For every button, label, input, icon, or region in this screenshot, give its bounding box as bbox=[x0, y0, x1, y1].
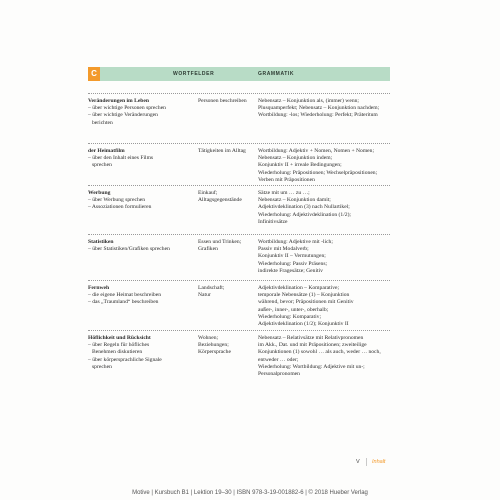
lesson-title: Statistiken bbox=[88, 239, 114, 245]
lesson-title: Werbung bbox=[88, 190, 111, 196]
lesson-goal: – über Statistiken/Grafiken sprechen bbox=[88, 246, 170, 253]
grammatik-item: Wortbildung: Adjektiv + Nomen, Nomen + Nomen; bbox=[258, 148, 375, 154]
wortfeld-item: Tätigkeiten im Alltag bbox=[198, 148, 246, 154]
grammatik-item: Adjektivdeklination (3) nach Nullartikel; bbox=[258, 204, 350, 211]
lesson-goal: – über Werbung sprechen bbox=[88, 197, 146, 204]
wortfelder-column bbox=[198, 285, 258, 299]
wortfelder-column bbox=[198, 239, 258, 253]
lesson-goal: – über wichtige Veränderungen berichten bbox=[88, 112, 158, 126]
footer-divider bbox=[366, 458, 367, 466]
lesson-goal: – über wichtige Personen sprechen bbox=[88, 105, 166, 112]
row-divider bbox=[88, 185, 390, 186]
lesson-goal: – die eigene Heimat beschreiben bbox=[88, 292, 161, 299]
column-header-wortfelder: WORTFELDER bbox=[173, 71, 215, 77]
grammatik-item: Wiederholung: Wortbildung: Adjektive mit un-; bbox=[258, 363, 365, 370]
wortfeld-item: Einkauf; bbox=[198, 190, 218, 196]
grammatik-column bbox=[258, 239, 392, 275]
table-header bbox=[88, 67, 390, 81]
grammatik-item: Nebensatz – Konjunktion als, (immer) wenn; bbox=[258, 98, 359, 104]
wortfeld-item: Beziehungen; bbox=[198, 342, 229, 349]
topic-column bbox=[88, 335, 170, 371]
page-number: V bbox=[356, 459, 360, 465]
grammatik-item: Infinitivsätze bbox=[258, 218, 288, 225]
topic-column bbox=[88, 285, 170, 307]
credit-line: Motive | Kursbuch B1 | Lektion 19–30 | ISBN 978-3-19-001882-6 | © 2018 Hueber Verlag bbox=[132, 490, 368, 496]
lesson-goal: – über Regeln für höfliches Benehmen diskutieren bbox=[88, 342, 150, 356]
grammatik-item: Sätze mit um … zu …; bbox=[258, 190, 310, 196]
grammatik-column bbox=[258, 285, 392, 328]
wortfeld-item: Alltagsgegenstände bbox=[198, 197, 242, 204]
section-letter-badge: C bbox=[88, 67, 100, 81]
grammatik-item: außer-, inner-, unter-, oberhalb; bbox=[258, 306, 329, 313]
lesson-goal: – Assoziationen formulieren bbox=[88, 204, 152, 211]
lesson-goal: – das „Traumland“ beschreiben bbox=[88, 299, 159, 306]
topic-column bbox=[88, 190, 170, 212]
row-divider bbox=[88, 143, 390, 144]
row-divider bbox=[88, 234, 390, 235]
grammatik-column bbox=[258, 98, 392, 120]
row-divider bbox=[88, 93, 390, 94]
grammatik-item: Nebensatz – Relativsätze mit Relativpronomen bbox=[258, 335, 364, 341]
grammatik-item: Konjunktiv II + irreale Bedingungen; bbox=[258, 162, 342, 169]
row-divider bbox=[88, 280, 390, 281]
topic-column bbox=[88, 98, 170, 127]
wortfelder-column bbox=[198, 148, 258, 155]
grammatik-item: Konjunktionen (1) sowohl … als auch, weder … noch, bbox=[258, 349, 381, 356]
wortfeld-item: Landschaft; bbox=[198, 285, 225, 291]
grammatik-item: Adjektivdeklination (1/2); Konjunktiv II bbox=[258, 321, 349, 328]
grammatik-item: Personalpronomen bbox=[258, 371, 300, 378]
row-divider bbox=[88, 330, 390, 331]
grammatik-item: Wortbildung: -los; Wiederholung: Perfekt; Präteritum bbox=[258, 112, 378, 119]
grammatik-item: Wiederholung: Präpositionen; Wechselpräpositionen; bbox=[258, 169, 378, 176]
wortfelder-column bbox=[198, 335, 258, 357]
grammatik-column bbox=[258, 148, 392, 184]
grammatik-item: Konjunktiv II – Vermutungen; bbox=[258, 253, 326, 260]
grammatik-item: Wortbildung: Adjektive mit -lich; bbox=[258, 239, 333, 245]
topic-column bbox=[88, 239, 170, 253]
wortfeld-item: Natur bbox=[198, 292, 211, 299]
wortfeld-item: Essen und Trinken; bbox=[198, 239, 242, 245]
wortfeld-item: Körpersprache bbox=[198, 349, 231, 356]
lesson-title: Höflichkeit und Rücksicht bbox=[88, 335, 151, 341]
grammatik-item: Nebensatz – Konjunktion damit; bbox=[258, 197, 331, 204]
wortfelder-column bbox=[198, 190, 258, 204]
lesson-title: Veränderungen im Leben bbox=[88, 98, 150, 104]
grammatik-item: temporale Nebensätze (1) – Konjunktion bbox=[258, 292, 350, 299]
grammatik-item: während, bevor; Präpositionen mit Genitiv bbox=[258, 299, 354, 306]
wortfeld-item: Personen beschreiben bbox=[198, 98, 247, 104]
topic-column bbox=[88, 148, 170, 170]
grammatik-item: Nebensatz – Konjunktion indem; bbox=[258, 155, 333, 162]
lesson-goal: – über körpersprachliche Signale sprechen bbox=[88, 356, 162, 370]
grammatik-column bbox=[258, 335, 392, 378]
section-label: Inhalt bbox=[372, 459, 386, 465]
grammatik-item: im Akk., Dat. und mit Präpositionen; zweiteilige bbox=[258, 342, 367, 349]
wortfeld-item: Grafiken bbox=[198, 246, 218, 253]
grammatik-column bbox=[258, 190, 392, 226]
grammatik-item: Passiv mit Modalverb; bbox=[258, 246, 309, 253]
lesson-title: der Heimatfilm bbox=[88, 148, 125, 154]
grammatik-item: Adjektivdeklination – Komparative; bbox=[258, 285, 340, 291]
grammatik-item: Wiederholung: Komparativ; bbox=[258, 313, 321, 320]
grammatik-item: Wiederholung: Adjektivdeklination (1/2); bbox=[258, 211, 351, 218]
wortfelder-column bbox=[198, 98, 258, 105]
grammatik-item: Plusquamperfekt; Nebensatz – Konjunktion nachdem; bbox=[258, 105, 380, 112]
column-header-grammatik: GRAMMATIK bbox=[258, 71, 295, 77]
wortfeld-item: Wohnen; bbox=[198, 335, 219, 341]
lesson-title: Fernweh bbox=[88, 285, 110, 291]
grammatik-item: indirekte Fragesätze; Genitiv bbox=[258, 267, 323, 274]
lesson-goal: – über den Inhalt eines Films sprechen bbox=[88, 155, 154, 169]
grammatik-item: Wiederholung: Passiv Präsens; bbox=[258, 260, 328, 267]
grammatik-item: Verben mit Präpositionen bbox=[258, 176, 315, 183]
grammatik-item: entweder … oder; bbox=[258, 356, 299, 363]
